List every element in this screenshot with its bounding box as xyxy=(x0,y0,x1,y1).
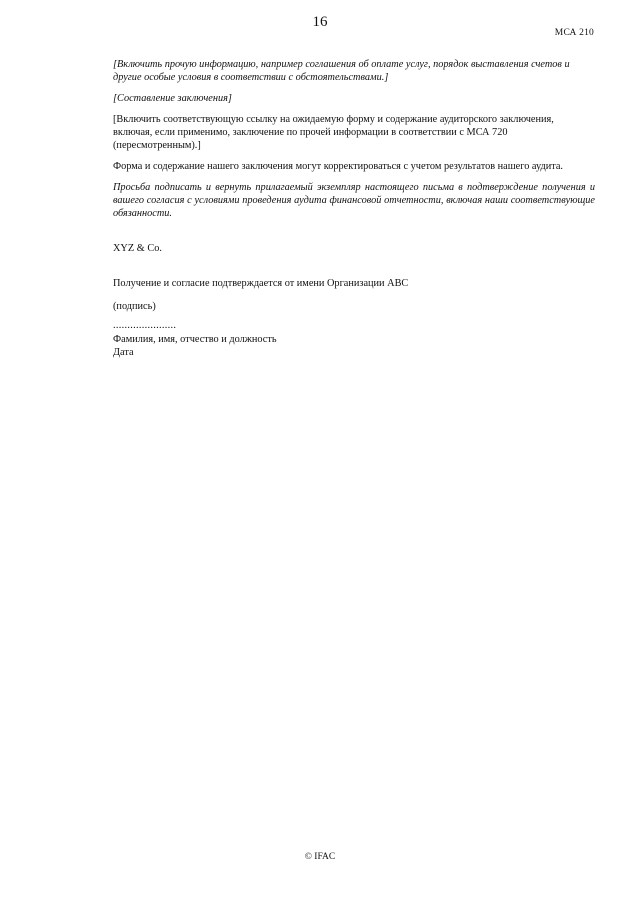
name-title-label: Фамилия, имя, отчество и должность xyxy=(113,334,277,345)
standard-reference: МСА 210 xyxy=(554,28,594,38)
signature-label: (подпись) xyxy=(113,301,156,312)
other-info-paragraph: [Включить прочую информацию, например соглашения об оплате услуг, порядок выставления счетов и другие особые условия в соответствии с обстоятельствами.] xyxy=(113,59,570,83)
firm-name: XYZ & Co. xyxy=(113,243,162,254)
document-body xyxy=(113,58,595,359)
acknowledgement-line: Получение и согласие подтверждается от имени Организации АВС xyxy=(113,278,409,289)
report-heading-paragraph: [Составление заключения] xyxy=(113,93,232,104)
page-number: 16 xyxy=(312,14,328,30)
copyright-footer: © IFAC xyxy=(304,852,336,862)
date-label: Дата xyxy=(113,347,134,358)
signature-line: ...................... xyxy=(113,320,177,331)
form-subject-paragraph: Форма и содержание нашего заключения могут корректироваться с учетом результатов нашего аудита. xyxy=(113,161,563,172)
report-reference-paragraph: [Включить соответствующую ссылку на ожидаемую форму и содержание аудиторского заключения, включая, если применимо, заключение по прочей информации в соответствии с МСА 720 (пересмотренным).] xyxy=(113,114,554,151)
sign-request-paragraph: Просьба подписать и вернуть прилагаемый экземпляр настоящего письма в подтверждение получения и вашего согласия с условиями проведения аудита финансовой отчетности, включая наши соответствующие обязанности. xyxy=(113,182,595,219)
